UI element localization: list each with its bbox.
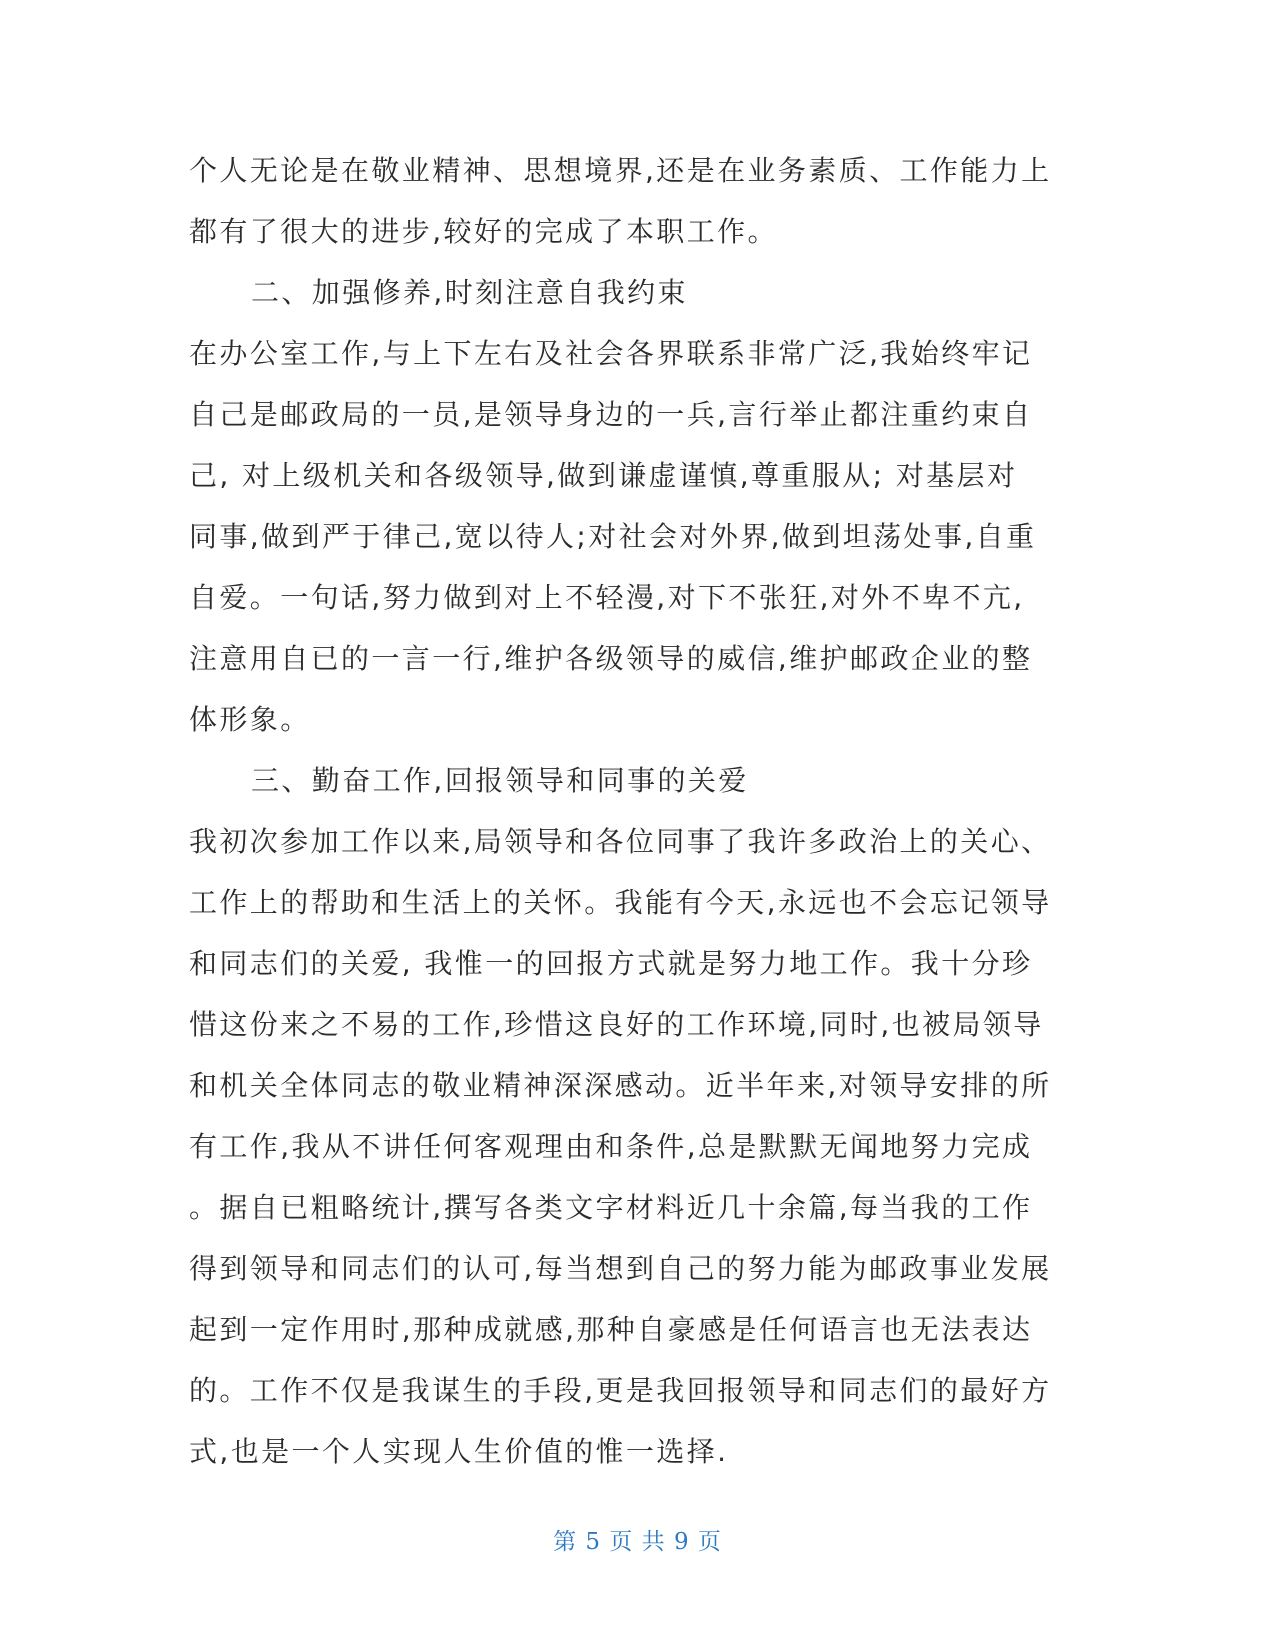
body-line: 工作上的帮助和生活上的关怀。我能有今天,永远也不会忘记领导	[189, 886, 1052, 919]
total-page-count: 9	[673, 1529, 690, 1555]
section-heading: 二、加强修养,时刻注意自我约束	[251, 276, 688, 309]
body-line: 我初次参加工作以来,局领导和各位同事了我许多政治上的关心、	[189, 825, 1052, 858]
body-line: 的。工作不仅是我谋生的手段,更是我回报领导和同志们的最好方	[189, 1374, 1052, 1407]
body-line: 同事,做到严于律己,宽以待人;对社会对外界,做到坦荡处事,自重	[189, 520, 1037, 553]
body-line: 有工作,我从不讲任何客观理由和条件,总是默默无闻地努力完成	[189, 1130, 1033, 1163]
body-line: 体形象。	[189, 703, 311, 736]
body-line: 起到一定作用时,那种成就感,那种自豪感是任何语言也无法表达	[189, 1313, 1033, 1346]
body-line: 和同志们的关爱, 我惟一的回报方式就是努力地工作。我十分珍	[189, 947, 1033, 980]
body-line: 都有了很大的进步,较好的完成了本职工作。	[189, 215, 778, 248]
section-heading: 三、勤奋工作,回报领导和同事的关爱	[251, 764, 749, 797]
body-line: 在办公室工作,与上下左右及社会各界联系非常广泛,我始终牢记	[189, 337, 1033, 370]
current-page-number: 5	[585, 1529, 602, 1555]
body-line: 注意用自已的一言一行,维护各级领导的威信,维护邮政企业的整	[189, 642, 1033, 675]
page-number-footer	[0, 1523, 1275, 1556]
footer-suffix: 页	[697, 1529, 722, 1555]
body-line: 自爱。一句话,努力做到对上不轻漫,对下不张狂,对外不卑不亢,	[189, 581, 1025, 614]
document-body	[189, 140, 1084, 1482]
body-line: 自己是邮政局的一员,是领导身边的一兵,言行举止都注重约束自	[189, 398, 1033, 431]
body-line: 和机关全体同志的敬业精神深深感动。近半年来,对领导安排的所	[189, 1069, 1052, 1102]
body-line: 个人无论是在敬业精神、思想境界,还是在业务素质、工作能力上	[189, 154, 1052, 187]
footer-prefix: 第	[553, 1529, 578, 1555]
body-line: 得到领导和同志们的认可,每当想到自己的努力能为邮政事业发展	[189, 1252, 1052, 1285]
footer-middle: 页 共	[609, 1529, 666, 1555]
body-line: 式,也是一个人实现人生价值的惟一选择.	[189, 1435, 729, 1468]
body-line: 己, 对上级机关和各级领导,做到谦虚谨慎,尊重服从; 对基层对	[189, 459, 1018, 492]
body-line: 。据自已粗略统计,撰写各类文字材料近几十余篇,每当我的工作	[189, 1191, 1033, 1224]
body-line: 惜这份来之不易的工作,珍惜这良好的工作环境,同时,也被局领导	[189, 1008, 1044, 1041]
